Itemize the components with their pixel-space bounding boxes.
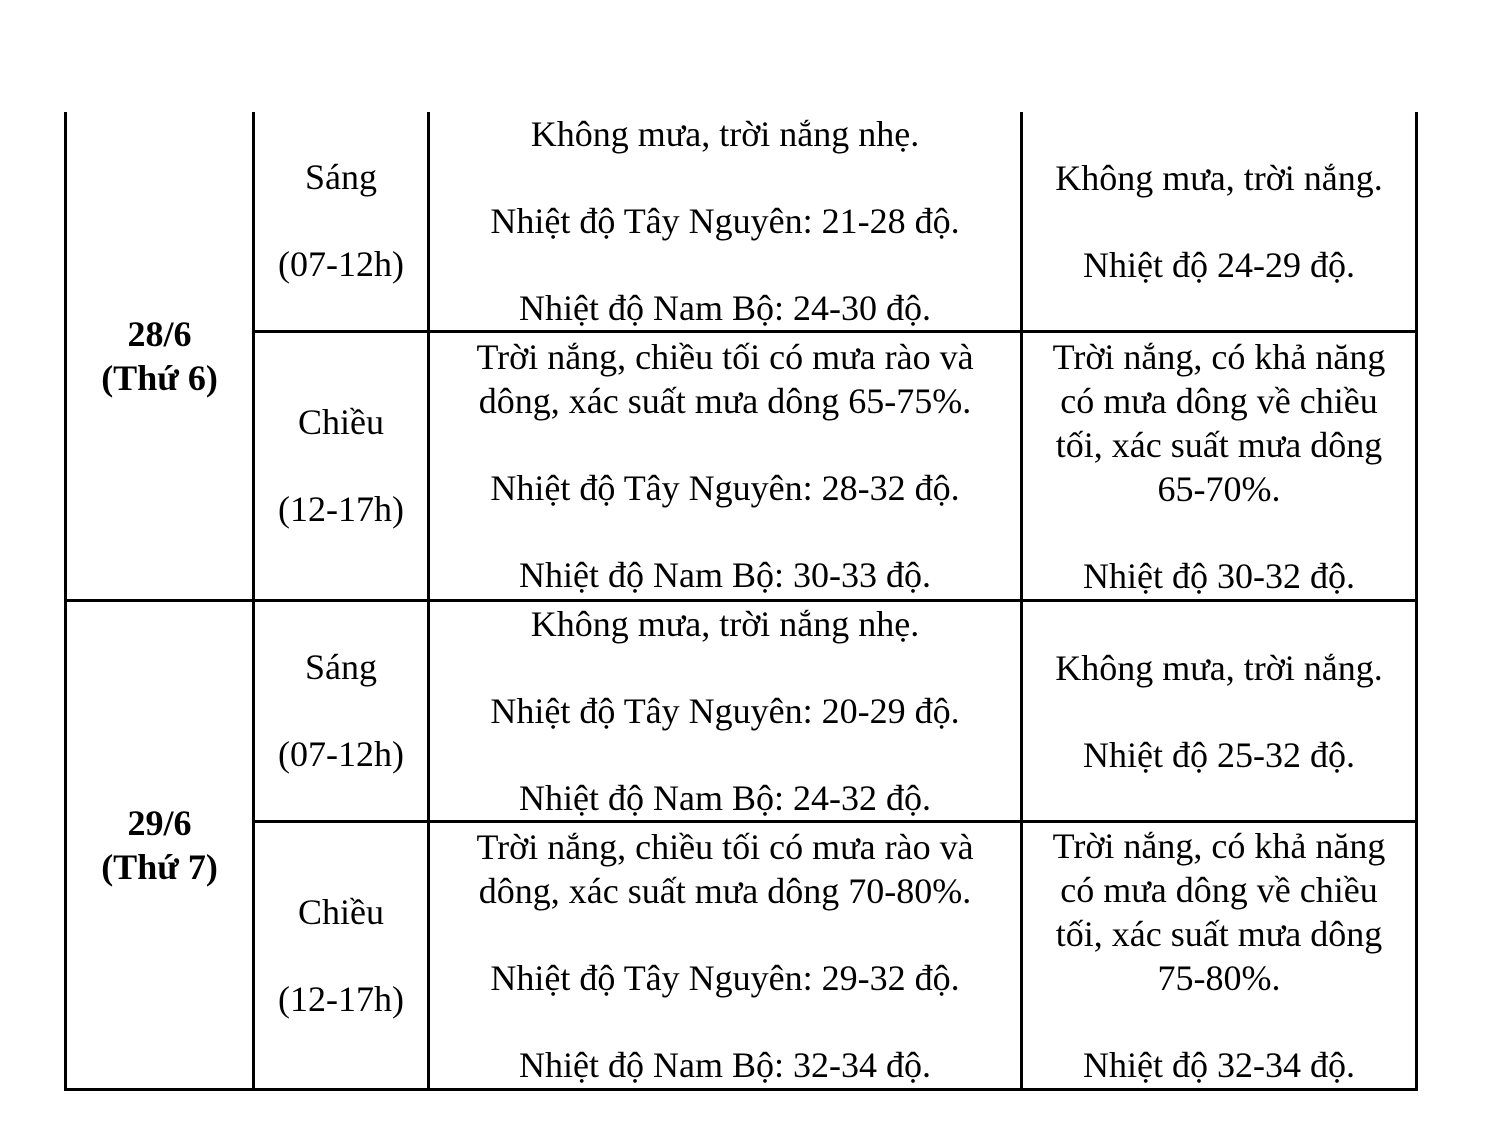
temp-nam-bo: Nhiệt độ Nam Bộ: 30-33 độ. [519,555,931,595]
temp-tay-nguyen: Nhiệt độ Tây Nguyên: 21-28 độ. [490,201,960,241]
weather-text: Không mưa, trời nắng. [1055,647,1383,688]
weather-text: Không mưa, trời nắng nhẹ. [530,604,920,644]
temp-text: Nhiệt độ 24-29 độ. [1083,244,1355,285]
temp-tay-nguyen: Nhiệt độ Tây Nguyên: 29-32 độ. [490,957,960,998]
day-weekday: (Thứ 6) [101,357,218,398]
session-name: Sáng [305,647,377,687]
right-forecast-cell [1022,601,1417,822]
weather-text: có mưa dông về chiều [1060,870,1378,910]
table-row [66,822,1417,1090]
weather-text: dông, xác suất mưa dông 70-80%. [478,870,972,911]
right-forecast-cell [1022,822,1417,1090]
right-forecast-cell [1022,332,1417,601]
weather-text: có mưa dông về chiều [1060,380,1378,421]
weather-text: Trời nắng, chiều tối có mưa rào và [476,337,974,377]
session-cell [254,112,429,332]
day-date: 29/6 [127,803,192,843]
weather-text: Không mưa, trời nắng nhẹ. [530,114,920,154]
table-row [66,332,1417,601]
weather-text: tối, xác suất mưa dông [1055,914,1383,954]
weather-text: dông, xác suất mưa dông 65-75%. [478,381,972,421]
temp-nam-bo: Nhiệt độ Nam Bộ: 32-34 độ. [519,1044,931,1085]
session-hours: (12-17h) [278,978,404,1019]
temp-tay-nguyen: Nhiệt độ Tây Nguyên: 20-29 độ. [490,691,960,731]
session-name: Chiều [298,891,384,932]
central-forecast-cell [429,332,1022,601]
session-hours: (07-12h) [278,244,404,284]
session-hours: (12-17h) [278,489,404,529]
weather-text: Không mưa, trời nắng. [1055,157,1383,198]
central-forecast-cell [429,112,1022,332]
session-cell [254,601,429,822]
day-weekday: (Thứ 7) [101,847,218,887]
temp-text: Nhiệt độ 32-34 độ. [1083,1045,1355,1085]
day-cell [66,112,254,601]
session-name: Sáng [305,157,377,197]
session-cell [254,822,429,1090]
session-hours: (07-12h) [278,734,404,774]
table-row [66,112,1417,332]
table-row [66,601,1417,822]
temp-nam-bo: Nhiệt độ Nam Bộ: 24-32 độ. [519,778,931,818]
session-name: Chiều [298,402,384,442]
temp-text: Nhiệt độ 30-32 độ. [1083,555,1355,596]
right-forecast-cell [1022,112,1417,332]
central-forecast-cell [429,601,1022,822]
central-forecast-cell [429,822,1022,1090]
day-date: 28/6 [127,313,192,354]
day-cell [66,601,254,1090]
weather-text: 65-70%. [1157,468,1281,509]
forecast-table [64,112,1418,1091]
temp-tay-nguyen: Nhiệt độ Tây Nguyên: 28-32 độ. [490,468,960,508]
temp-nam-bo: Nhiệt độ Nam Bộ: 24-30 độ. [519,288,931,328]
session-cell [254,332,429,601]
temp-text: Nhiệt độ 25-32 độ. [1083,734,1355,775]
weather-text: 75-80%. [1157,958,1281,998]
weather-text: Trời nắng, chiều tối có mưa rào và [476,826,974,867]
weather-text: Trời nắng, có khả năng [1052,826,1386,866]
weather-text: Trời nắng, có khả năng [1052,336,1386,377]
weather-text: tối, xác suất mưa dông [1055,424,1383,465]
